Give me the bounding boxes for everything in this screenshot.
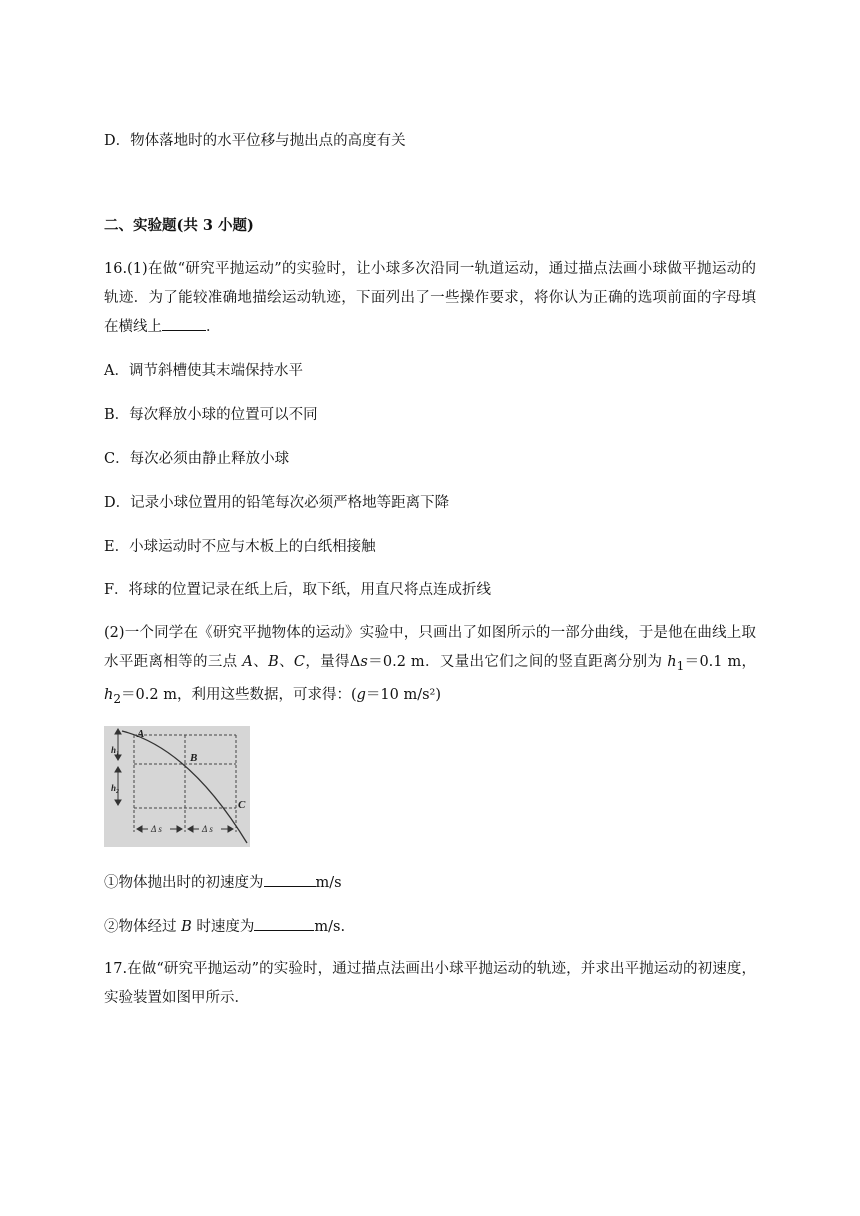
h-variable: h — [104, 686, 114, 703]
point-a-label: A — [242, 654, 253, 670]
answer-blank-1[interactable] — [162, 316, 206, 331]
trajectory-diagram — [104, 726, 250, 847]
point-b-label: B — [181, 919, 192, 935]
part2-text: ＝10 m/s²) — [365, 686, 442, 703]
trajectory-figure — [104, 726, 250, 847]
subscript: 2 — [113, 691, 122, 706]
label-b: B — [190, 752, 198, 764]
label-h: h — [111, 745, 117, 755]
sub-question-2 — [104, 916, 345, 937]
question-17: 17.在做“研究平抛运动”的实验时，通过描点法画出小球平抛运动的轨迹，并求出平抛运动的初速度，实验装置如图甲所示． — [104, 961, 756, 1006]
separator: 、 — [252, 654, 269, 670]
part2-text: ，量得Δ — [305, 654, 361, 670]
option-f: F．将球的位置记录在纸上后，取下纸，用直尺将点连成折线 — [104, 582, 492, 598]
section-title: 二、实验题(共 3 小题) — [104, 217, 254, 234]
label-h: h — [111, 783, 117, 793]
s-variable: s — [360, 654, 368, 670]
arrow-head — [137, 826, 142, 832]
label-c: C — [238, 799, 246, 811]
arrow-head — [115, 729, 121, 734]
sub2-unit: m/s. — [314, 919, 346, 935]
option-c: C．每次必须由静止释放小球 — [104, 451, 290, 467]
arrow-head — [188, 826, 193, 832]
part2-text: ＝0.2 m．又量出它们之间的竖直距离分别为 — [367, 654, 668, 670]
g-variable: g — [356, 686, 366, 703]
question-16-part-1-end: ． — [206, 319, 221, 335]
option-d: D．记录小球位置用的铅笔每次必须严格地等距离下降 — [104, 495, 450, 511]
label-sub-2: 2 — [116, 789, 120, 795]
subscript: 1 — [676, 658, 685, 673]
option-e: E．小球运动时不应与木板上的白纸相接触 — [104, 539, 376, 555]
label-a: A — [137, 728, 145, 740]
part2-text: (2)一个同学在《研究平抛物体的运动》实验中，只画出了如图所示的一部分曲线，于是他在曲线上取水平距离相等的三点 — [104, 625, 756, 670]
label-ds1: Δ s — [151, 824, 162, 834]
question-16-part-2 — [104, 619, 756, 714]
arrow-head — [177, 826, 182, 832]
part2-text: ＝0.2 m，利用这些数据，可求得：( — [121, 686, 357, 703]
question-16-part-1-text: 16.(1)在做“研究平抛运动”的实验时，让小球多次沿同一轨道运动，通过描点法画小球做平抛运动的轨迹．为了能较准确地描绘运动轨迹，下面列出了一些操作要求，将你认为正确的选项前面的字母填在横线上 — [104, 261, 756, 335]
h-variable: h — [667, 654, 677, 670]
sub1-text: ①物体抛出时的初速度为 — [104, 875, 264, 891]
point-b-label: B — [268, 654, 279, 670]
option-a: A．调节斜槽使其末端保持水平 — [104, 363, 303, 379]
option-b: B．每次释放小球的位置可以不同 — [104, 407, 318, 423]
point-c-label: C — [293, 654, 306, 670]
separator: 、 — [278, 654, 294, 670]
label-sub-1: 1 — [116, 751, 120, 757]
arrow-head — [115, 800, 121, 805]
previous-option-d: D．物体落地时的水平位移与抛出点的高度有关 — [104, 133, 406, 149]
question-16-part-1 — [104, 255, 756, 342]
sub-question-1 — [104, 872, 342, 893]
sub2-text: 时速度为 — [191, 919, 255, 935]
arrow-head — [115, 767, 121, 772]
answer-blank-3[interactable] — [254, 916, 314, 931]
label-ds2: Δ s — [202, 824, 213, 834]
sub2-text: ②物体经过 — [104, 919, 182, 935]
arrow-head — [228, 826, 233, 832]
answer-blank-2[interactable] — [264, 872, 316, 887]
part2-text: ＝0.1 m， — [684, 654, 757, 670]
sub1-unit: m/s — [315, 875, 342, 891]
